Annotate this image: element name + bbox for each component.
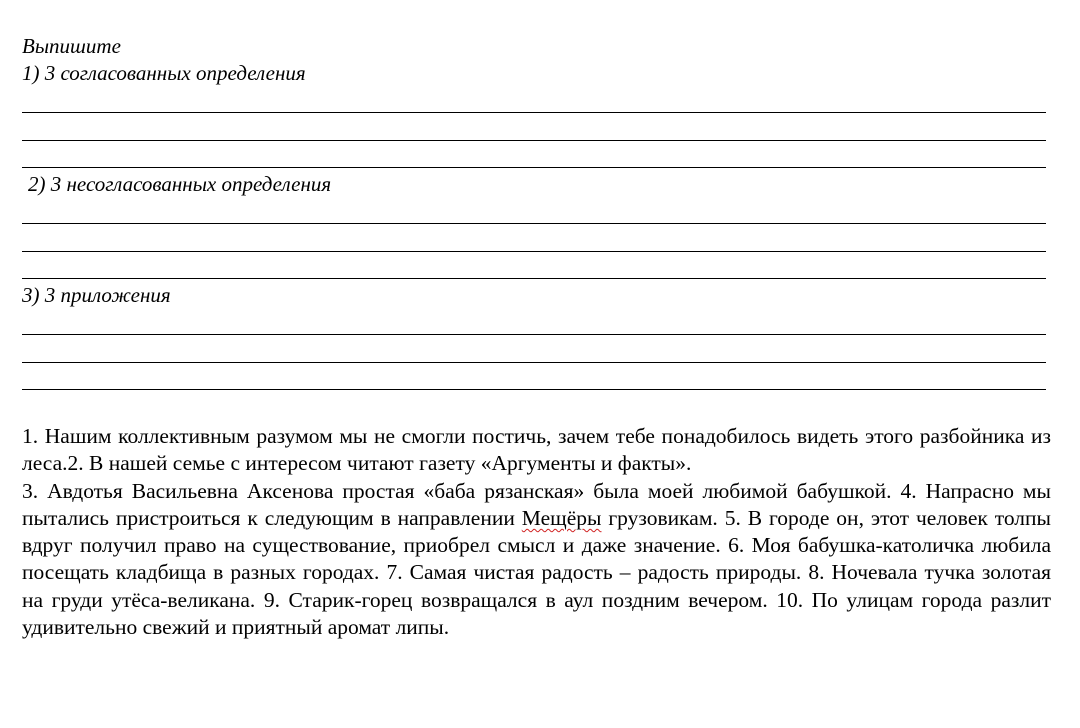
section-1-label: 1) 3 согласованных определения	[22, 61, 306, 85]
exercise-sentences	[22, 423, 1051, 641]
sentences-paragraph-1: 1. Нашим коллективным разумом мы не смогли постичь, зачем тебе понадобилось видеть этого разбойника из леса.2. В нашей семье с интересом читают газету «Аргументы и факты».	[22, 424, 1051, 476]
answer-line	[22, 389, 1046, 390]
answer-line	[22, 112, 1046, 113]
section-2-label: 2) 3 несогласованных определения	[28, 172, 332, 196]
sentences-text: грузовикам. 5. В городе он, этот человек толпы вдруг получил право на существование, приобрел смысл и даже значение. 6. Моя бабушка-католичка любила посещать кладбища в разных городах. 7. Самая чистая радость – радость природы. 8. Ночевала тучка золотая на груди утёса-великана. 9. Старик-горец возвращался в аул поздним вечером. 10. По улицам города разлит удивительно свежий и приятный аромат липы.	[22, 505, 1051, 640]
answer-line	[22, 251, 1046, 252]
spellcheck-flagged-word: Мещёры	[521, 505, 602, 530]
sentences-paragraph-2	[22, 478, 1051, 642]
answer-line	[22, 140, 1046, 141]
answer-line	[22, 223, 1046, 224]
sentences-text: 3. Авдотья Васильевна Аксенова простая «баба рязанская» была моей любимой бабушкой. 4. Напрасно мы пытались пристроиться к следующим в направлении	[22, 478, 1051, 530]
instruction-heading: Выпишите	[22, 34, 121, 58]
answer-line	[22, 362, 1046, 363]
section-3-label: 3) 3 приложения	[22, 283, 171, 307]
answer-line	[22, 278, 1046, 279]
answer-line	[22, 167, 1046, 168]
answer-line	[22, 334, 1046, 335]
